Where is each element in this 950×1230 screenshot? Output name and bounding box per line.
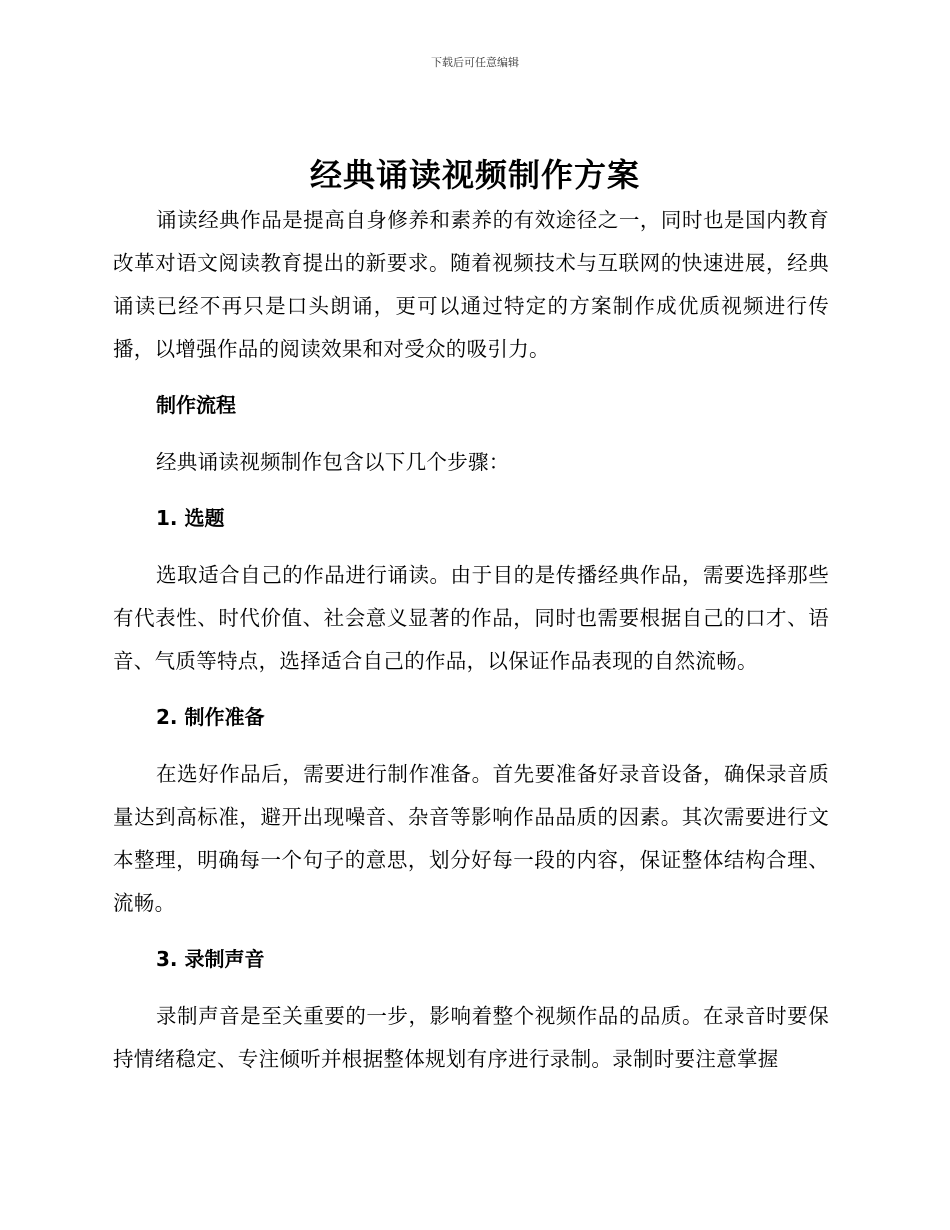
step-2-heading: 2. 制作准备 xyxy=(156,705,265,729)
page-header: 下载后可任意编辑 xyxy=(431,56,519,69)
section-lead-paragraph: 经典诵读视频制作包含以下几个步骤： xyxy=(156,450,510,474)
step-1-paragraph: 选取适合自己的作品进行诵读。由于目的是传播经典作品，需要选择那些有代表性、时代价值、社会意义显著的作品，同时也需要根据自己的口才、语音、气质等特点，选择适合自己的作品，以保证作品表现的自然流畅。 xyxy=(113,563,829,673)
step-2-paragraph: 在选好作品后，需要进行制作准备。首先要准备好录音设备，确保录音质量达到高标准，避开出现噪音、杂音等影响作品品质的因素。其次需要进行文本整理，明确每一个句子的意思，划分好每一段的内容，保证整体结构合理、流畅。 xyxy=(113,762,829,915)
step-1-heading: 1. 选题 xyxy=(156,506,225,530)
step-3-paragraph: 录制声音是至关重要的一步，影响着整个视频作品的品质。在录音时要保持情绪稳定、专注倾听并根据整体规划有序进行录制。录制时要注意掌握 xyxy=(113,1004,829,1071)
document-title: 经典诵读视频制作方案 xyxy=(309,156,640,194)
intro-paragraph: 诵读经典作品是提高自身修养和素养的有效途径之一，同时也是国内教育改革对语文阅读教育提出的新要求。随着视频技术与互联网的快速进展，经典诵读已经不再只是口头朗诵，更可以通过特定的方案制作成优质视频进行传播，以增强作品的阅读效果和对受众的吸引力。 xyxy=(113,208,829,361)
document-body xyxy=(113,199,829,1081)
section-heading: 制作流程 xyxy=(156,393,236,417)
step-3-heading: 3. 录制声音 xyxy=(156,947,265,971)
